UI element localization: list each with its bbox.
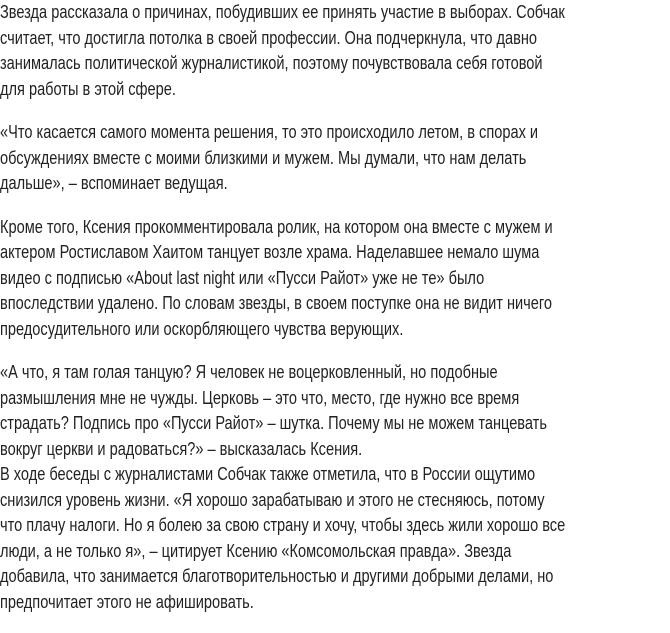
paragraph-line: люди, а не только я», – цитирует Ксению «Комсомольская правда». Звезда	[0, 540, 512, 561]
paragraph-line: предпочитает этого не афишировать.	[0, 591, 254, 612]
paragraph-line: размышления мне не чужды. Церковь – это что, место, где нужно все время	[0, 387, 520, 408]
paragraph-line: страдать? Подпись про «Пусси Райот» – шутка. Почему мы не можем танцевать	[0, 413, 547, 433]
paragraph-line: видео с подписью «About last night или «Пусси Райот» уже не те» было	[0, 267, 485, 288]
article-paragraph	[0, 462, 670, 615]
paragraph-line: обсуждениях вместе с моими близкими и мужем. Мы думали, что нам делать	[0, 147, 527, 168]
paragraph-line: Кроме того, Ксения прокомментировала ролик, на котором она вместе с мужем и	[0, 216, 553, 237]
paragraph-line: предосудительного или оскорбляющего чувства верующих.	[0, 318, 404, 339]
paragraph-line: актером Ростиславом Хаитом танцует возле храма. Наделавшее немало шума	[0, 242, 540, 262]
paragraph-line: вокруг церкви и радоваться?» – высказалась Ксения.	[0, 438, 363, 459]
article-paragraph	[0, 120, 670, 197]
paragraph-line: «Что касается самого момента решения, то это происходило летом, в спорах и	[0, 122, 539, 142]
article-paragraph	[0, 215, 670, 343]
paragraph-line: для работы в этой сфере.	[0, 78, 176, 99]
paragraph-line: добавила, что занимается благотворительностью и другими добрыми делами, но	[0, 566, 554, 586]
paragraph-line: считает, что достигла потолка в своей профессии. Она подчеркнула, что давно	[0, 27, 538, 48]
paragraph-line: впоследствии удалено. По словам звезды, в своем поступке она не видит ничего	[0, 293, 552, 313]
paragraph-line: снизился уровень жизни. «Я хорошо зарабатываю и этого не стесняюсь, потому	[0, 489, 545, 510]
article-paragraph	[0, 0, 670, 102]
paragraph-line: В ходе беседы с журналистами Собчак также отметила, что в России ощутимо	[0, 464, 536, 484]
article-paragraph	[0, 360, 670, 462]
paragraph-line: Звезда рассказала о причинах, побудивших ее принять участие в выборах. Собчак	[0, 2, 565, 22]
paragraph-line: «А что, я там голая танцую? Я человек не воцерковленный, но подобные	[0, 362, 498, 382]
paragraph-line: занималась политической журналистикой, поэтому почувствовала себя готовой	[0, 53, 543, 73]
paragraph-line: дальше», – вспоминает ведущая.	[0, 173, 228, 193]
paragraph-line: что плачу налоги. Но я болею за свою страну и хочу, чтобы здесь жили хорошо все	[0, 515, 566, 535]
